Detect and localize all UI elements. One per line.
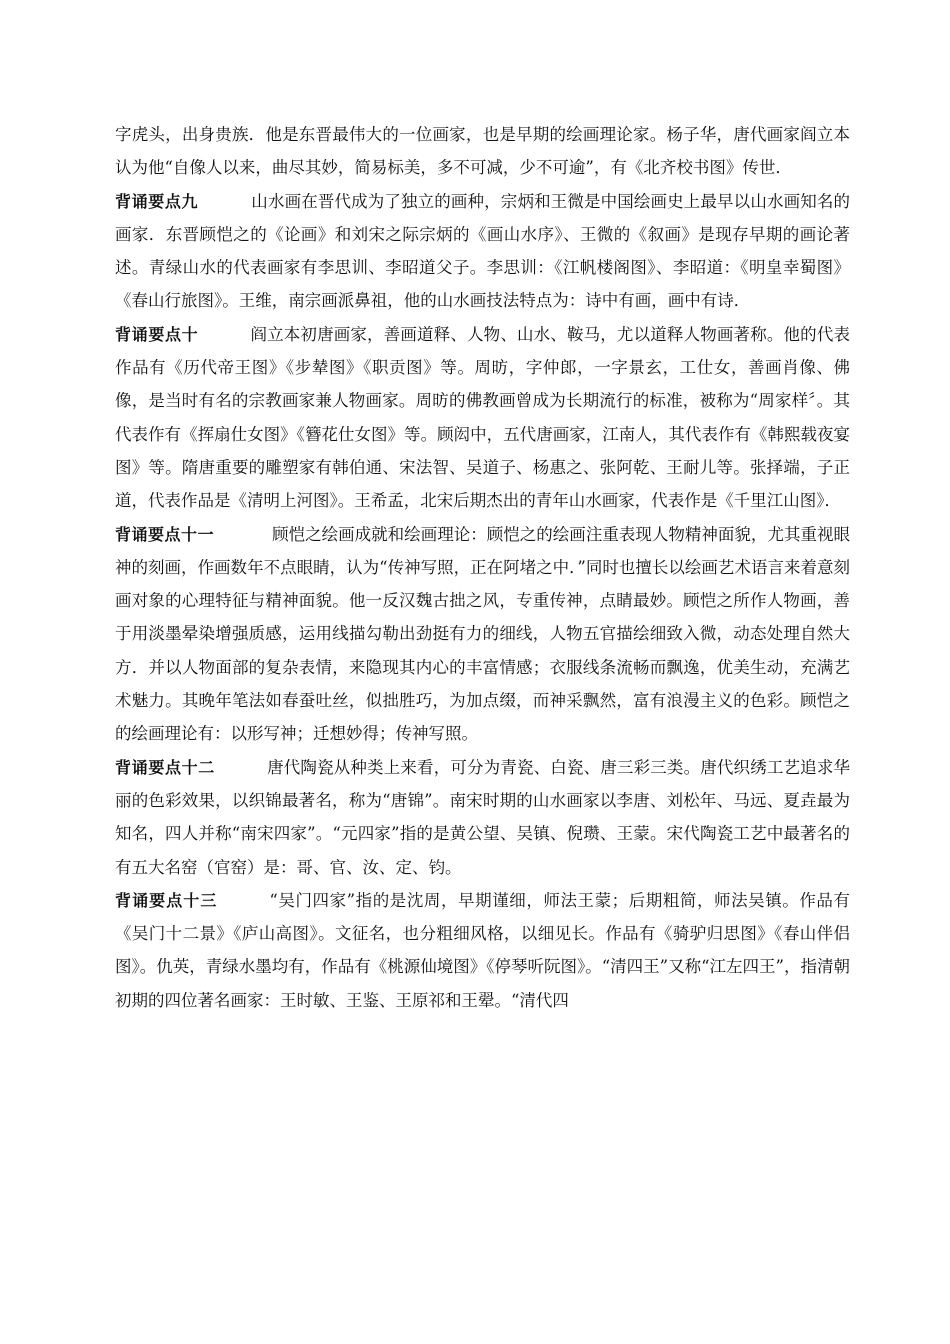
section-text: 山水画在晋代成为了独立的画种，宗炳和王微是中国绘画史上最早以山水画知名的画家．东晋顾恺之的《论画》和刘宋之际宗炳的《画山水序》、王微的《叙画》是现存早期的画论著述。青绿山水的代表画家有李思训、李昭道父子。李思训：《江帆楼阁图》、李昭道：《明皇幸蜀图》《春山行旅图》。王维，南宗画派鼻祖，他的山水画技法特点为：诗中有画，画中有诗．	[115, 191, 850, 311]
section-text: 阎立本初唐画家，善画道释、人物、山水、鞍马，尤以道释人物画著称。他的代表作品有《历代帝王图》《步辇图》《职贡图》等。周昉，字仲郎，一字景玄，工仕女，善画肖像、佛像，是当时有名的宗教画家兼人物画家。周昉的佛教画曾成为长期流行的标准，被称为“周家样〞。其代表作有《挥扇仕女图》《簪花仕女图》等。顾闳中，五代唐画家，江南人，其代表作有《韩熙载夜宴图》等。隋唐重要的雕塑家有韩伯通、宋法智、吴道子、杨惠之、张阿乾、王耐儿等。张择端，子正道，代表作品是《清明上河图》。王希孟，北宋后期杰出的青年山水画家，代表作是《千里江山图》．	[115, 324, 850, 511]
section-point-13	[115, 884, 850, 1017]
section-heading: 背诵要点九	[115, 191, 199, 211]
document-page	[115, 118, 850, 1017]
section-point-11	[115, 518, 850, 751]
section-heading: 背诵要点十	[115, 324, 199, 344]
section-text: 顾恺之绘画成就和绘画理论：顾恺之的绘画注重表现人物精神面貌，尤其重视眼神的刻画，作画数年不点眼睛，认为“传神写照，正在阿堵之中．”同时也擅长以绘画艺术语言来着意刻画对象的心理特征与精神面貌。他一反汉魏古拙之风，专重传神，点睛最妙。顾恺之所作人物画，善于用淡墨晕染增强质感，运用线描勾勒出劲挺有力的细线，人物五官描绘细致入微，动态处理自然大方．并以人物面部的复杂表情，来隐现其内心的丰富情感；衣服线条流畅而飘逸，优美生动，充满艺术魅力。其晚年笔法如春蚕吐丝，似拙胜巧，为加点缀，而神采飘然，富有浪漫主义的色彩。顾恺之的绘画理论有：以形写神；迁想妙得；传神写照。	[115, 524, 850, 744]
section-point-10	[115, 318, 850, 518]
section-heading: 背诵要点十三	[115, 890, 218, 910]
section-heading: 背诵要点十二	[115, 757, 215, 777]
section-heading: 背诵要点十一	[115, 524, 215, 544]
section-point-9	[115, 185, 850, 318]
section-text: “吴门四家”指的是沈周，早期谨细，师法王蒙；后期粗简，师法吴镇。作品有《吴门十二景》《庐山高图》。文征名，也分粗细风格，以细见长。作品有《骑驴归思图》《春山伴侣图》。仇英，青绿水墨均有，作品有《桃源仙境图》《停琴听阮图》。“清四王”又称“江左四王”，指清朝初期的四位著名画家：王时敏、王鉴、王原祁和王翚。“清代四	[115, 890, 850, 1010]
intro-paragraph: 字虎头，出身贵族．他是东晋最伟大的一位画家，也是早期的绘画理论家。杨子华，唐代画家阎立本认为他“自像人以来，曲尽其妙，简易标美，多不可减，少不可逾”，有《北齐校书图》传世．	[115, 125, 850, 178]
section-text: 唐代陶瓷从种类上来看，可分为青瓷、白瓷、唐三彩三类。唐代织绣工艺追求华丽的色彩效果，以织锦最著名，称为“唐锦”。南宋时期的山水画家以李唐、刘松年、马远、夏垚最为知名，四人并称“南宋四家”。“元四家”指的是黄公望、吴镇、倪瓒、王蒙。宋代陶瓷工艺中最著名的有五大名窑（官窑）是：哥、官、汝、定、钧。	[115, 757, 850, 877]
section-point-12	[115, 751, 850, 884]
